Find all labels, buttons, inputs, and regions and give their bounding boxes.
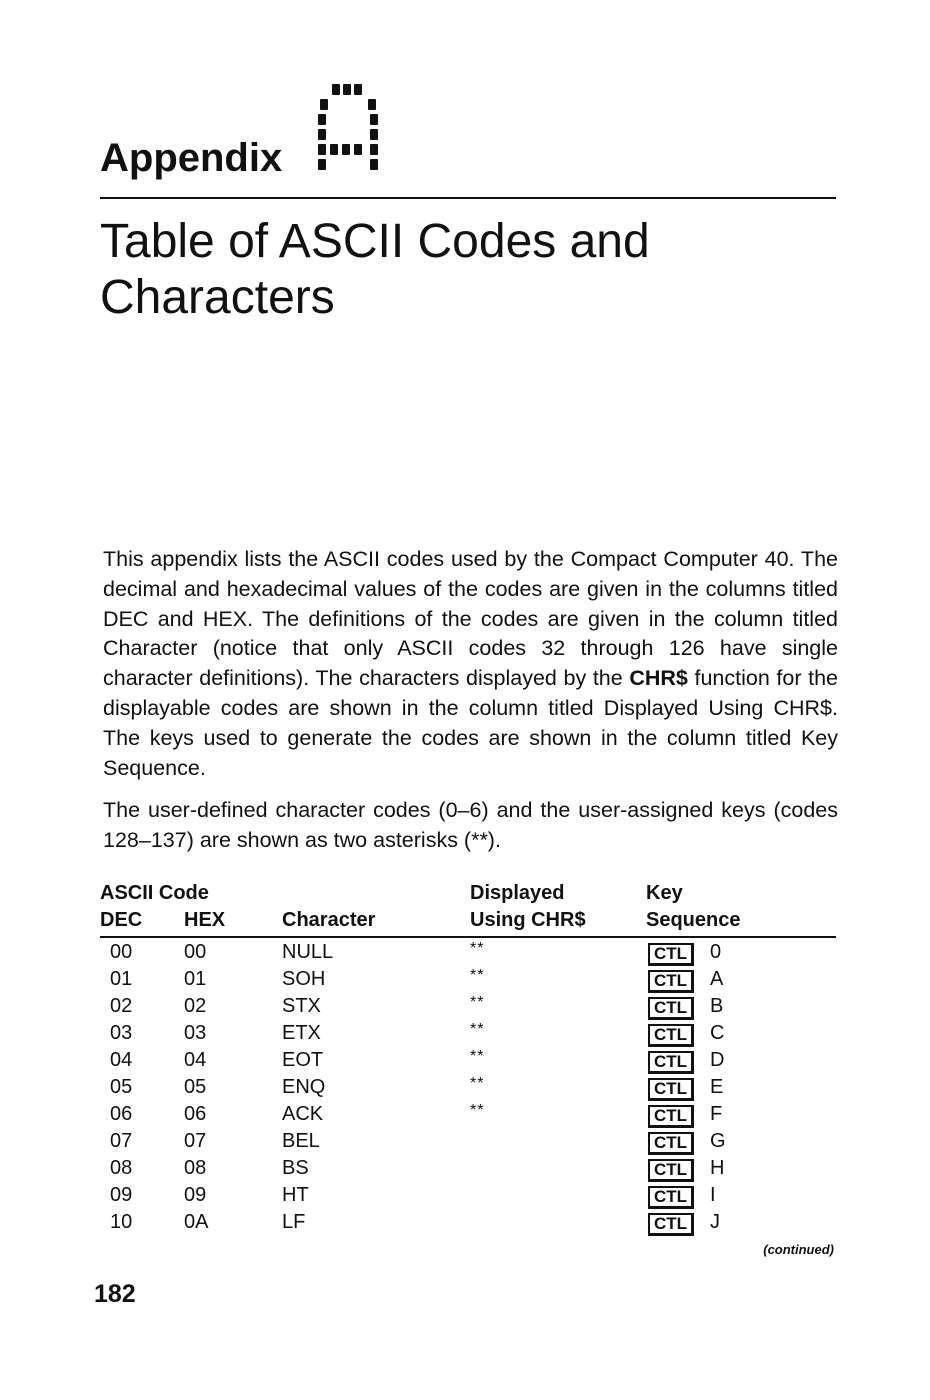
- table-row: [100, 1073, 836, 1100]
- dec-cell: 05: [110, 1076, 133, 1098]
- character-cell: ENQ: [282, 1076, 326, 1098]
- continued-note: (continued): [763, 1242, 834, 1257]
- hex-cell: 01: [184, 968, 207, 990]
- header-displayed: Displayed: [470, 882, 565, 904]
- table-row: [100, 1100, 836, 1127]
- key-cell: 0: [710, 941, 722, 963]
- table-row: [100, 1046, 836, 1073]
- key-cell: H: [710, 1157, 725, 1179]
- header-using-chr: Using CHR$: [470, 909, 586, 931]
- displayed-cell: **: [470, 1021, 485, 1038]
- character-cell: ETX: [282, 1022, 321, 1044]
- header-dec: DEC: [100, 909, 143, 931]
- dec-cell: 07: [110, 1130, 133, 1152]
- character-cell: SOH: [282, 968, 326, 990]
- table-row: [100, 1154, 836, 1181]
- dec-cell: 09: [110, 1184, 133, 1206]
- ctl-key-icon: CTL: [648, 970, 694, 993]
- character-cell: STX: [282, 995, 321, 1017]
- intro-bold-function: CHR$: [629, 666, 688, 691]
- title-line-1: Table of ASCII Codes and: [100, 215, 650, 268]
- hex-cell: 0A: [184, 1211, 209, 1233]
- displayed-cell: **: [470, 1102, 485, 1119]
- hex-cell: 06: [184, 1103, 207, 1125]
- key-cell: B: [710, 995, 724, 1017]
- key-cell: I: [710, 1184, 716, 1206]
- key-cell: C: [710, 1022, 725, 1044]
- table-row: [100, 965, 836, 992]
- intro-paragraph-2: The user-defined character codes (0–6) and the user-assigned keys (codes 128–137) are shown as two asterisks (**).: [103, 798, 838, 852]
- dec-cell: 00: [110, 941, 133, 963]
- intro-text-before-bold: This appendix lists the ASCII codes used by the Compact Computer 40. The decimal and hexadecimal values of the codes are given in the columns titled DEC and HEX. The definitions of the codes are given in the column titled Character (notice that only ASCII codes 32 through 126 have single character definitions). The characters displayed by the: [103, 547, 838, 691]
- header-hex: HEX: [184, 909, 226, 931]
- ctl-key-icon: CTL: [648, 1213, 694, 1236]
- table-row: [100, 1181, 836, 1208]
- hex-cell: 02: [184, 995, 207, 1017]
- ctl-key-icon: CTL: [648, 1051, 694, 1074]
- displayed-cell: **: [470, 994, 485, 1011]
- key-cell: F: [710, 1103, 723, 1125]
- table-row: [100, 1208, 836, 1235]
- ctl-key-icon: CTL: [648, 1105, 694, 1128]
- appendix-header: [100, 84, 384, 180]
- table-row: [100, 992, 836, 1019]
- displayed-cell: **: [470, 940, 485, 957]
- dec-cell: 06: [110, 1103, 133, 1125]
- dec-cell: 01: [110, 968, 133, 990]
- table-row: [100, 1019, 836, 1046]
- ctl-key-icon: CTL: [648, 1159, 694, 1182]
- ctl-key-icon: CTL: [648, 1078, 694, 1101]
- hex-cell: 05: [184, 1076, 207, 1098]
- character-cell: BS: [282, 1157, 309, 1179]
- dec-cell: 03: [110, 1022, 133, 1044]
- key-cell: D: [710, 1049, 725, 1071]
- displayed-cell: **: [470, 1048, 485, 1065]
- page-title: [100, 214, 836, 326]
- dec-cell: 02: [110, 995, 133, 1017]
- hex-cell: 00: [184, 941, 207, 963]
- displayed-cell: **: [470, 1075, 485, 1092]
- intro-text-after-bold: function for the displayable codes are shown in the column titled Displayed Using CHR$. The keys used to generate the codes are shown in the column titled Key Sequence.: [103, 666, 838, 780]
- page-number: 182: [94, 1280, 136, 1308]
- hex-cell: 03: [184, 1022, 207, 1044]
- dec-cell: 08: [110, 1157, 133, 1179]
- appendix-label: Appendix: [100, 136, 283, 180]
- key-cell: J: [710, 1211, 720, 1233]
- character-cell: EOT: [282, 1049, 324, 1071]
- header-key: Key: [646, 882, 683, 904]
- character-cell: BEL: [282, 1130, 320, 1152]
- hex-cell: 09: [184, 1184, 207, 1206]
- key-cell: A: [710, 968, 724, 990]
- table-row: [100, 1127, 836, 1154]
- hex-cell: 08: [184, 1157, 207, 1179]
- character-cell: ACK: [282, 1103, 324, 1125]
- header-ascii-code: ASCII Code: [100, 882, 209, 904]
- character-cell: NULL: [282, 941, 334, 963]
- key-cell: G: [710, 1130, 726, 1152]
- hex-cell: 07: [184, 1130, 207, 1152]
- dec-cell: 10: [110, 1211, 133, 1233]
- character-cell: LF: [282, 1211, 306, 1233]
- table-body: [100, 938, 836, 1235]
- title-line-2: Characters: [100, 271, 335, 324]
- table-header: [100, 880, 836, 938]
- ctl-key-icon: CTL: [648, 997, 694, 1020]
- header-sequence: Sequence: [646, 909, 741, 931]
- intro-paragraph-1: [103, 545, 838, 783]
- table-row: [100, 938, 836, 965]
- appendix-letter-dot-matrix: [310, 84, 384, 180]
- ctl-key-icon: CTL: [648, 1132, 694, 1155]
- ctl-key-icon: CTL: [648, 943, 694, 966]
- ascii-table: [100, 880, 836, 1235]
- hex-cell: 04: [184, 1049, 207, 1071]
- character-cell: HT: [282, 1184, 309, 1206]
- header-rule: [100, 197, 836, 199]
- ctl-key-icon: CTL: [648, 1186, 694, 1209]
- dec-cell: 04: [110, 1049, 133, 1071]
- key-cell: E: [710, 1076, 724, 1098]
- header-character: Character: [282, 909, 376, 931]
- ctl-key-icon: CTL: [648, 1024, 694, 1047]
- displayed-cell: **: [470, 967, 485, 984]
